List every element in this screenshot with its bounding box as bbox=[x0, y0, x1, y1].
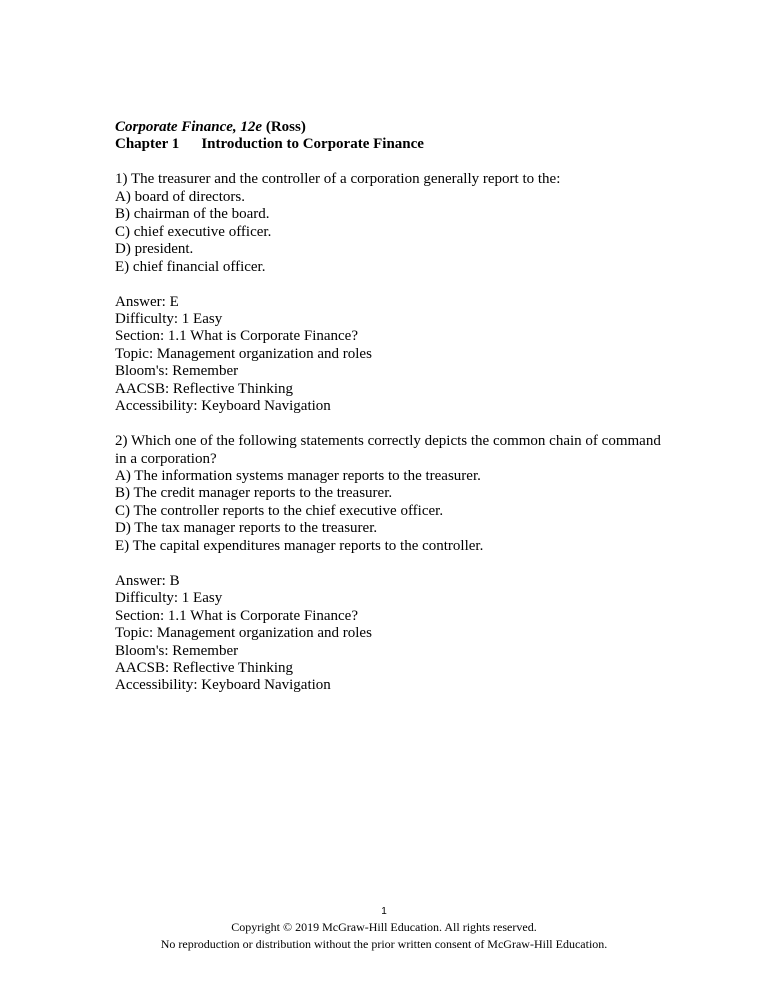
answer-option: C) chief executive officer. bbox=[115, 223, 272, 240]
book-title: Corporate Finance, 12e bbox=[115, 119, 263, 135]
book-title-line bbox=[115, 119, 675, 136]
question-metadata: Difficulty: 1 Easy bbox=[115, 590, 223, 607]
answer-option: D) The tax manager reports to the treasurer. bbox=[115, 520, 378, 537]
reproduction-notice: No reproduction or distribution without the prior written consent of McGraw-Hill Education. bbox=[160, 936, 608, 951]
question-stem: 2) Which one of the following statements correctly depicts the common chain of command in a corporation? bbox=[115, 433, 661, 467]
question-metadata: Answer: E bbox=[115, 293, 179, 310]
page-footer bbox=[0, 904, 768, 952]
question-metadata: Bloom's: Remember bbox=[115, 363, 239, 380]
question-metadata: Topic: Management organization and roles bbox=[115, 625, 372, 642]
chapter-label: Chapter 1 bbox=[115, 136, 180, 153]
chapter-heading bbox=[115, 136, 675, 153]
question-metadata: Bloom's: Remember bbox=[115, 642, 239, 659]
answer-option: B) chairman of the board. bbox=[115, 206, 270, 223]
answer-option: E) The capital expenditures manager reports to the controller. bbox=[115, 537, 484, 554]
question-metadata: Accessibility: Keyboard Navigation bbox=[115, 677, 331, 694]
question-metadata: Section: 1.1 What is Corporate Finance? bbox=[115, 607, 358, 624]
answer-option: E) chief financial officer. bbox=[115, 258, 266, 275]
copyright-text: Copyright © 2019 McGraw-Hill Education. All rights reserved. bbox=[231, 920, 537, 934]
question-stem: 1) The treasurer and the controller of a corporation generally report to the: bbox=[115, 171, 561, 188]
chapter-title: Introduction to Corporate Finance bbox=[201, 136, 424, 153]
question-list bbox=[115, 171, 675, 712]
author: (Ross) bbox=[265, 119, 306, 135]
question-metadata: Accessibility: Keyboard Navigation bbox=[115, 398, 331, 415]
answer-option: A) The information systems manager reports to the treasurer. bbox=[115, 468, 481, 485]
answer-option: C) The controller reports to the chief executive officer. bbox=[115, 502, 444, 519]
question-metadata: AACSB: Reflective Thinking bbox=[115, 380, 294, 397]
question-metadata: Section: 1.1 What is Corporate Finance? bbox=[115, 328, 358, 345]
question-block bbox=[115, 433, 675, 712]
answer-option: A) board of directors. bbox=[115, 188, 245, 205]
question-metadata: Topic: Management organization and roles bbox=[115, 345, 372, 362]
question-metadata: AACSB: Reflective Thinking bbox=[115, 659, 294, 676]
question-metadata: Answer: B bbox=[115, 572, 180, 589]
question-metadata: Difficulty: 1 Easy bbox=[115, 310, 223, 327]
document-body bbox=[115, 119, 675, 712]
answer-option: B) The credit manager reports to the treasurer. bbox=[115, 485, 393, 502]
question-block bbox=[115, 171, 675, 433]
answer-option: D) president. bbox=[115, 241, 194, 258]
page-number: 1 bbox=[381, 906, 387, 917]
